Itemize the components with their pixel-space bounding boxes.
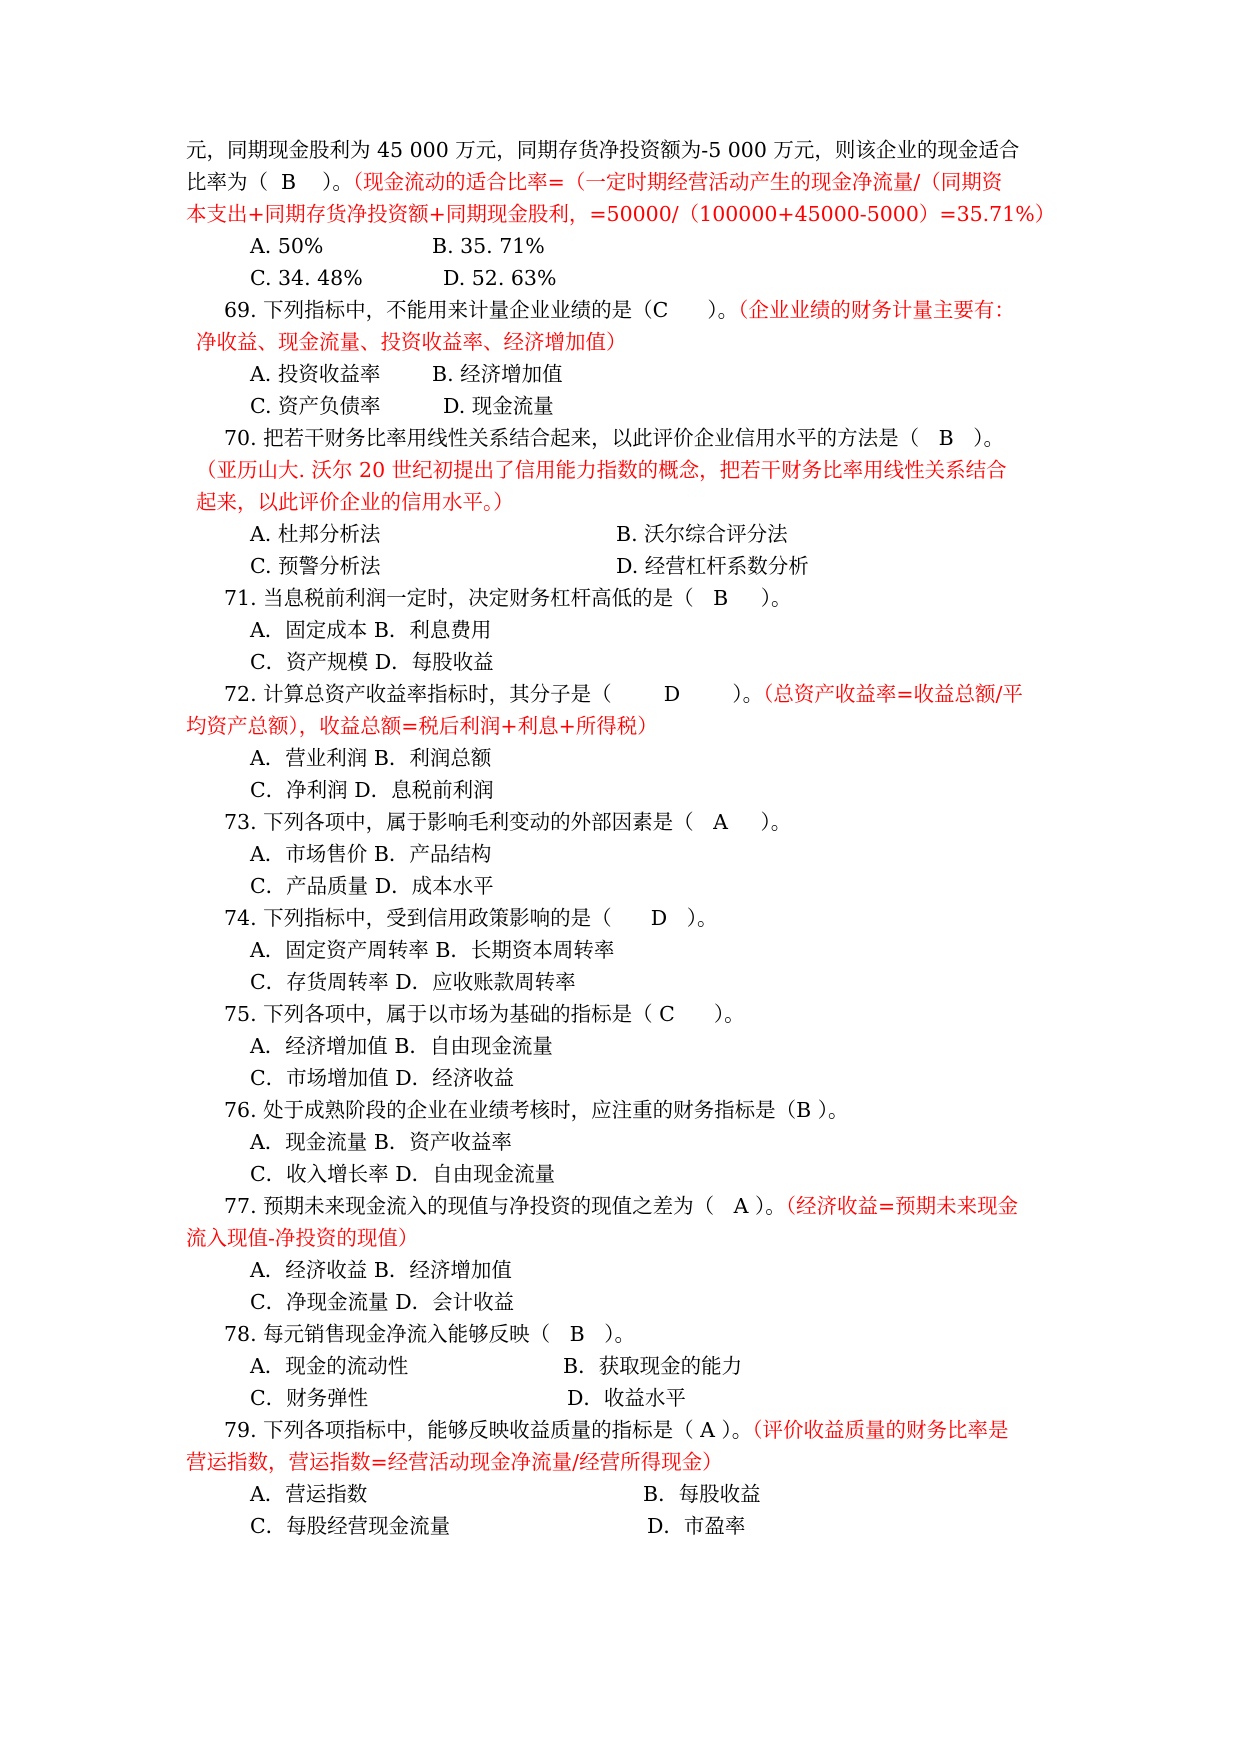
line-text: B. 经济增加值 xyxy=(432,362,563,386)
line-text: 79. 下列各项指标中，能够反映收益质量的指标是（ A ）。 xyxy=(224,1418,753,1442)
line-text: B．获取现金的能力 xyxy=(563,1354,743,1378)
line-text: A．经济增加值 B．自由现金流量 xyxy=(250,1034,553,1058)
answer-explanation: （现金流动的适合比率=（一定时期经营活动产生的现金净流量/（同期资 xyxy=(352,170,1003,194)
answer-explanation: 本支出+同期存货净投资额+同期现金股利，=50000/（100000+45000-5000）=35.71%） xyxy=(186,202,1056,226)
line-text: D．收益水平 xyxy=(567,1386,686,1410)
option-text xyxy=(250,1256,512,1284)
line-text: 71. 当息税前利润一定时，决定财务杠杆高低的是（ B ）。 xyxy=(224,586,792,610)
option-text xyxy=(250,968,576,996)
option-text xyxy=(250,776,494,804)
text-line xyxy=(186,1448,723,1476)
line-text: C．净利润 D．息税前利润 xyxy=(250,778,494,802)
option-text xyxy=(647,1512,745,1540)
line-text: A. 50% xyxy=(250,234,324,258)
answer-explanation: 净收益、现金流量、投资收益率、经济增加值） xyxy=(196,330,627,354)
line-text: B. 35. 71% xyxy=(432,234,545,258)
line-text: A．固定资产周转率 B．长期资本周转率 xyxy=(250,938,615,962)
option-text xyxy=(250,648,494,676)
line-text: 75. 下列各项中，属于以市场为基础的指标是（ C ）。 xyxy=(224,1002,745,1026)
line-text: B. 沃尔综合评分法 xyxy=(616,522,788,546)
question-line xyxy=(224,1096,848,1124)
option-text xyxy=(643,1480,761,1508)
option-text xyxy=(250,552,381,580)
question-line xyxy=(224,680,1023,708)
line-text: B．每股收益 xyxy=(643,1482,761,1506)
option-text xyxy=(250,392,381,420)
line-text: A．现金的流动性 xyxy=(250,1354,409,1378)
line-text: 74. 下列指标中，受到信用政策影响的是（ D ）。 xyxy=(224,906,718,930)
option-text xyxy=(250,1288,514,1316)
line-text: D．市盈率 xyxy=(647,1514,746,1538)
option-text xyxy=(250,520,380,548)
option-text xyxy=(443,392,554,420)
option-text xyxy=(567,1384,686,1412)
line-text: C．收入增长率 D．自由现金流量 xyxy=(250,1162,556,1186)
question-line xyxy=(224,1192,1018,1220)
option-text xyxy=(250,1512,450,1540)
option-text xyxy=(616,552,809,580)
line-text: C. 预警分析法 xyxy=(250,554,381,578)
line-text: A. 投资收益率 xyxy=(250,362,381,386)
answer-explanation: 营运指数，营运指数=经营活动现金净流量/经营所得现金） xyxy=(186,1450,723,1474)
line-text: C．存货周转率 D．应收账款周转率 xyxy=(250,970,576,994)
line-text: 77. 预期未来现金流入的现值与净投资的现值之差为（ A ）。 xyxy=(224,1194,786,1218)
line-text: A．营运指数 xyxy=(250,1482,368,1506)
answer-explanation: 起来，以此评价企业的信用水平。） xyxy=(196,490,514,514)
text-line xyxy=(196,328,627,356)
option-text xyxy=(432,232,545,260)
line-text: 元，同期现金股利为 45 000 万元，同期存货净投资额为-5 000 万元，则该企业的现金适合 xyxy=(186,138,1020,162)
line-text: C．资产规模 D．每股收益 xyxy=(250,650,494,674)
question-line xyxy=(224,1000,745,1028)
text-line xyxy=(196,488,514,516)
line-text: A．经济收益 B．经济增加值 xyxy=(250,1258,512,1282)
line-text: A．固定成本 B．利息费用 xyxy=(250,618,492,642)
option-text xyxy=(250,936,614,964)
answer-explanation: （评价收益质量的财务比率是 xyxy=(752,1418,1009,1442)
option-text xyxy=(250,744,491,772)
option-text xyxy=(250,1352,408,1380)
option-text xyxy=(250,872,494,900)
line-text: 72. 计算总资产收益率指标时，其分子是（ D ）。 xyxy=(224,682,764,706)
text-line xyxy=(186,712,658,740)
answer-explanation: （亚历山大. 沃尔 20 世纪初提出了信用能力指数的概念，把若干财务比率用线性关系结合 xyxy=(196,458,1007,482)
answer-explanation: （总资产收益率=收益总额/平 xyxy=(763,682,1023,706)
line-text: 76. 处于成熟阶段的企业在业绩考核时，应注重的财务指标是（B ）。 xyxy=(224,1098,849,1122)
line-text: 69. 下列指标中，不能用来计量企业业绩的是（C ）。 xyxy=(224,298,739,322)
option-text xyxy=(250,1032,553,1060)
line-text: A．现金流量 B．资产收益率 xyxy=(250,1130,512,1154)
line-text: C．市场增加值 D．经济收益 xyxy=(250,1066,515,1090)
text-line xyxy=(196,456,1007,484)
line-text: D. 现金流量 xyxy=(443,394,554,418)
option-text xyxy=(250,360,380,388)
question-line xyxy=(224,584,792,612)
option-text xyxy=(250,1064,514,1092)
answer-explanation: 均资产总额），收益总额=税后利润+利息+所得税） xyxy=(186,714,658,738)
text-line xyxy=(186,136,1019,164)
line-text: C. 34. 48% xyxy=(250,266,363,290)
answer-explanation: （经济收益=预期未来现金 xyxy=(785,1194,1019,1218)
question-line xyxy=(224,424,1004,452)
text-line xyxy=(186,168,1002,196)
option-text xyxy=(616,520,788,548)
line-text: 70. 把若干财务比率用线性关系结合起来，以此评价企业信用水平的方法是（ B ）。 xyxy=(224,426,1005,450)
line-text: D. 经营杠杆系数分析 xyxy=(616,554,809,578)
line-text: C．净现金流量 D．会计收益 xyxy=(250,1290,515,1314)
option-text xyxy=(250,1128,512,1156)
option-text xyxy=(443,264,556,292)
line-text: C．产品质量 D．成本水平 xyxy=(250,874,494,898)
line-text: C. 资产负债率 xyxy=(250,394,381,418)
text-line xyxy=(186,1224,418,1252)
text-line xyxy=(186,200,1055,228)
question-line xyxy=(224,296,1015,324)
line-text: A．营业利润 B．利润总额 xyxy=(250,746,492,770)
line-text: 73. 下列各项中，属于影响毛利变动的外部因素是（ A ）。 xyxy=(224,810,792,834)
question-line xyxy=(224,1320,635,1348)
answer-explanation: 流入现值-净投资的现值） xyxy=(186,1226,419,1250)
option-text xyxy=(250,840,491,868)
question-line xyxy=(224,1416,1008,1444)
question-line xyxy=(224,904,717,932)
option-text xyxy=(563,1352,742,1380)
option-text xyxy=(250,1160,555,1188)
answer-explanation: （企业业绩的财务计量主要有： xyxy=(738,298,1015,322)
line-text: C．财务弹性 xyxy=(250,1386,369,1410)
line-text: C．每股经营现金流量 xyxy=(250,1514,451,1538)
line-text: 78. 每元销售现金净流入能够反映（ B ）。 xyxy=(224,1322,636,1346)
option-text xyxy=(432,360,563,388)
option-text xyxy=(250,1480,367,1508)
line-text: A．市场售价 B．产品结构 xyxy=(250,842,492,866)
option-text xyxy=(250,616,491,644)
question-line xyxy=(224,808,791,836)
option-text xyxy=(250,232,323,260)
line-text: D. 52. 63% xyxy=(443,266,557,290)
line-text: 比率为（ B ）。 xyxy=(186,170,353,194)
option-text xyxy=(250,264,363,292)
option-text xyxy=(250,1384,368,1412)
line-text: A. 杜邦分析法 xyxy=(250,522,381,546)
